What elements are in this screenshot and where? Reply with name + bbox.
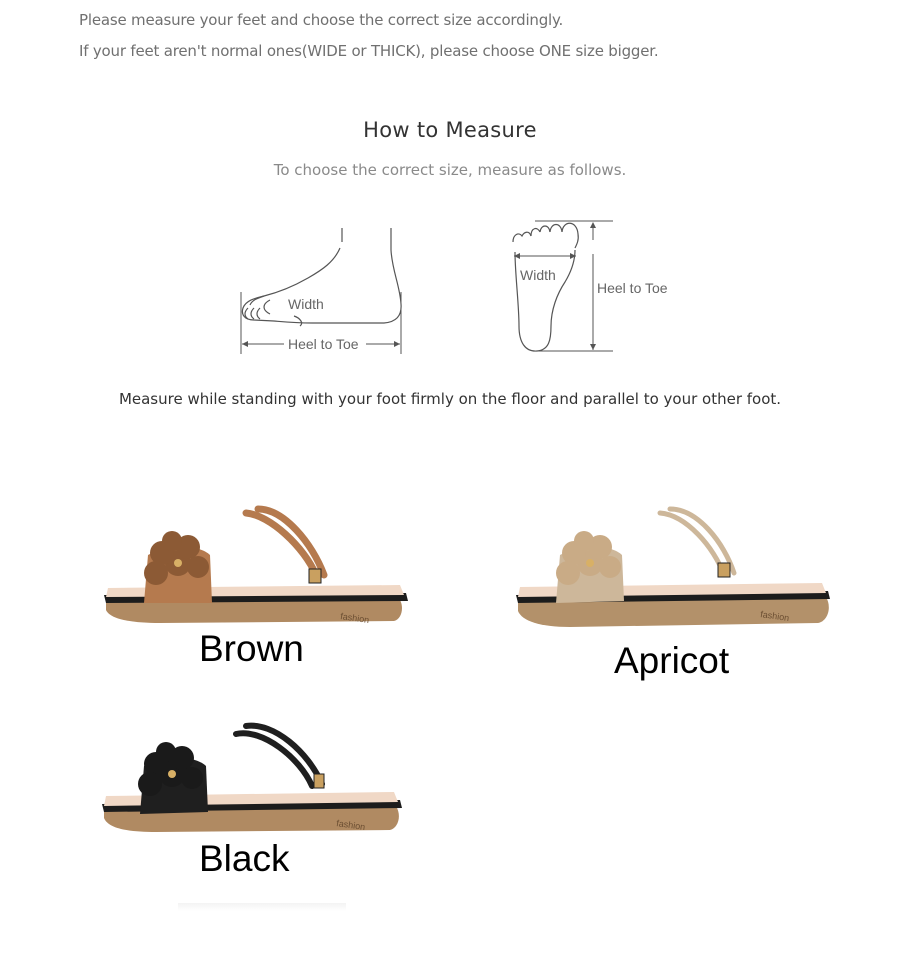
size-note-2: If your feet aren't normal ones(WIDE or THICK), please choose ONE size bigger. [79, 42, 659, 60]
color-label-black: Black [199, 838, 290, 879]
svg-text:fashion: fashion [759, 609, 790, 624]
size-note-1: Please measure your feet and choose the correct size accordingly. [79, 11, 564, 29]
sandal-black-icon [96, 712, 416, 842]
svg-text:fashion: fashion [335, 818, 366, 833]
sandal-image-brown [100, 495, 420, 635]
side-length-label: Heel to Toe [288, 336, 359, 352]
top-length-label: Heel to Toe [597, 280, 668, 296]
foot-side-icon [234, 220, 414, 360]
sandal-image-black [96, 712, 416, 842]
sandal-brown-icon [100, 495, 420, 635]
color-label-brown: Brown [199, 628, 304, 669]
how-to-measure-subtitle: To choose the correct size, measure as follows. [273, 161, 627, 179]
standing-instruction: Measure while standing with your foot firmly on the floor and parallel to your other foot. [118, 390, 782, 408]
svg-text:fashion: fashion [339, 611, 370, 626]
foot-top-diagram [505, 214, 685, 360]
how-to-measure-title: How to Measure [363, 118, 537, 142]
foot-top-icon [505, 214, 685, 360]
color-label-apricot: Apricot [614, 640, 730, 681]
sandal-image-apricot [510, 497, 840, 637]
divider [178, 903, 346, 911]
sandal-apricot-icon [510, 497, 840, 637]
foot-side-diagram [234, 220, 414, 360]
side-width-label: Width [288, 296, 324, 312]
top-width-label: Width [520, 267, 556, 283]
